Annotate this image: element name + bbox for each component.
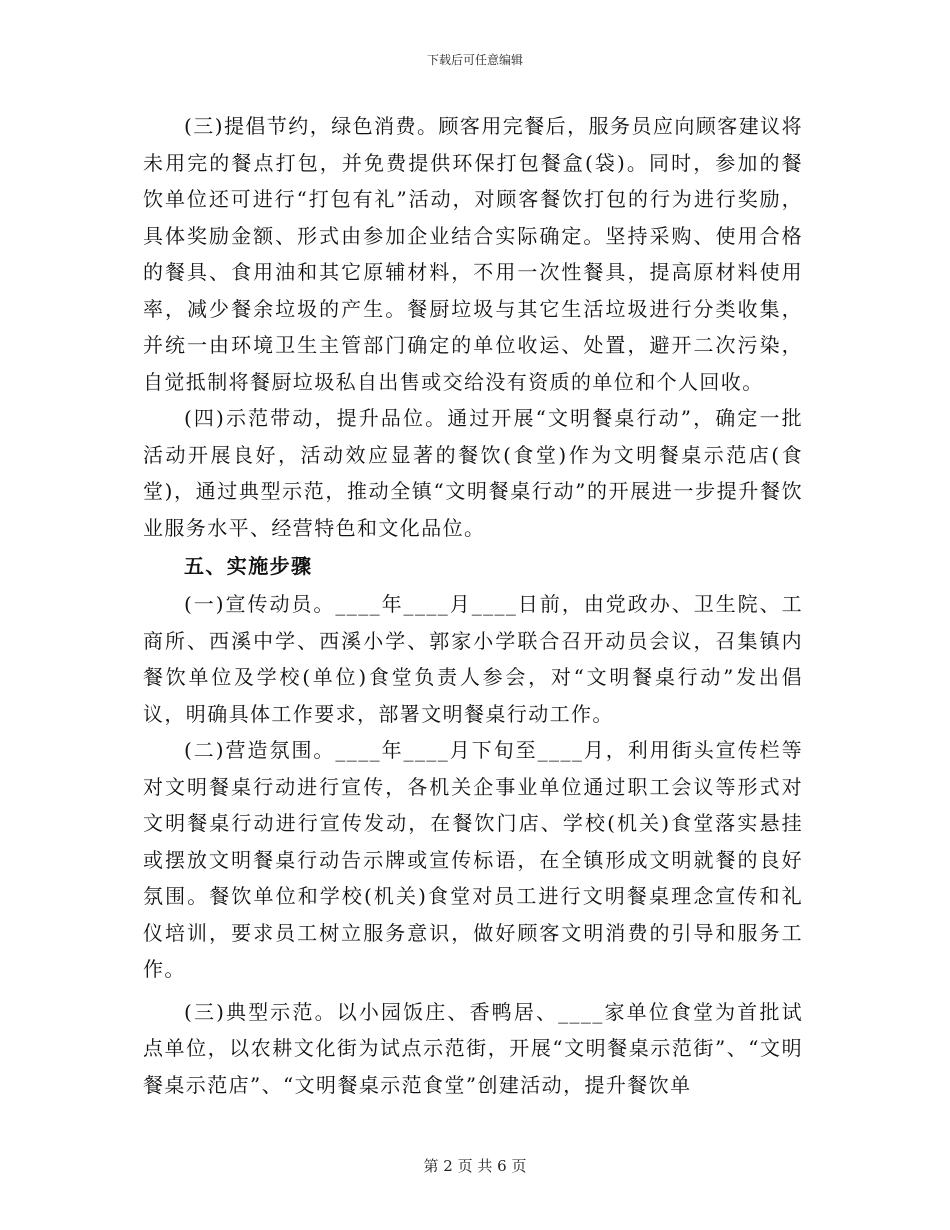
- section-heading: 五、实施步骤: [184, 554, 313, 578]
- page-number: 第 2 页 共 6 页: [423, 1157, 527, 1175]
- paragraph-step-typical-demo: (三)典型示范。以小园饭庄、香鸭居、____家单位食堂为首批试点单位，以农耕文化街为试点示范街，开展“文明餐桌示范街”、“文明餐桌示范店”、“文明餐桌示范食堂”创建活动，提升餐饮单: [143, 999, 803, 1097]
- paragraph-frugal-consumption: (三)提倡节约，绿色消费。顾客用完餐后，服务员应向顾客建议将未用完的餐点打包，并免费提供环保打包餐盒(袋)。同时，参加的餐饮单位还可进行“打包有礼”活动，对顾客餐饮打包的行为进行奖励，具体奖励金额、形式由参加企业结合实际确定。坚持采购、使用合格的餐具、食用油和其它原辅材料，不用一次性餐具，提高原材料使用率，减少餐余垃圾的产生。餐厨垃圾与其它生活垃圾进行分类收集，并统一由环境卫生主管部门确定的单位收运、处置，避开二次污染，自觉抵制将餐厨垃圾私自出售或交给没有资质的单位和个人回收。: [143, 114, 803, 394]
- paragraph-step-atmosphere: (二)营造氛围。____年____月下旬至____月，利用街头宣传栏等对文明餐桌行动进行宣传，各机关企事业单位通过职工会议等形式对文明餐桌行动进行宣传发动，在餐饮门店、学校(机关)食堂落实悬挂或摆放文明餐桌行动告示牌或宣传标语，在全镇形成文明就餐的良好氛围。餐饮单位和学校(机关)食堂对员工进行文明餐桌理念宣传和礼仪培训，要求员工树立服务意识，做好顾客文明消费的引导和服务工作。: [143, 738, 803, 981]
- paragraph-step-mobilization: (一)宣传动员。____年____月____日前，由党政办、卫生院、工商所、西溪中学、西溪小学、郭家小学联合召开动员会议，召集镇内餐饮单位及学校(单位)食堂负责人参会，对“文明餐桌行动”发出倡议，明确具体工作要求，部署文明餐桌行动工作。: [143, 592, 803, 726]
- page-header: 下载后可任意编辑: [426, 53, 523, 67]
- paragraph-demonstration: (四)示范带动，提升品位。通过开展“文明餐桌行动”，确定一批活动开展良好，活动效应显著的餐饮(食堂)作为文明餐桌示范店(食堂)，通过典型示范，推动全镇“文明餐桌行动”的开展进一步提升餐饮业服务水平、经营特色和文化品位。: [143, 406, 803, 540]
- document-body: [143, 108, 803, 1103]
